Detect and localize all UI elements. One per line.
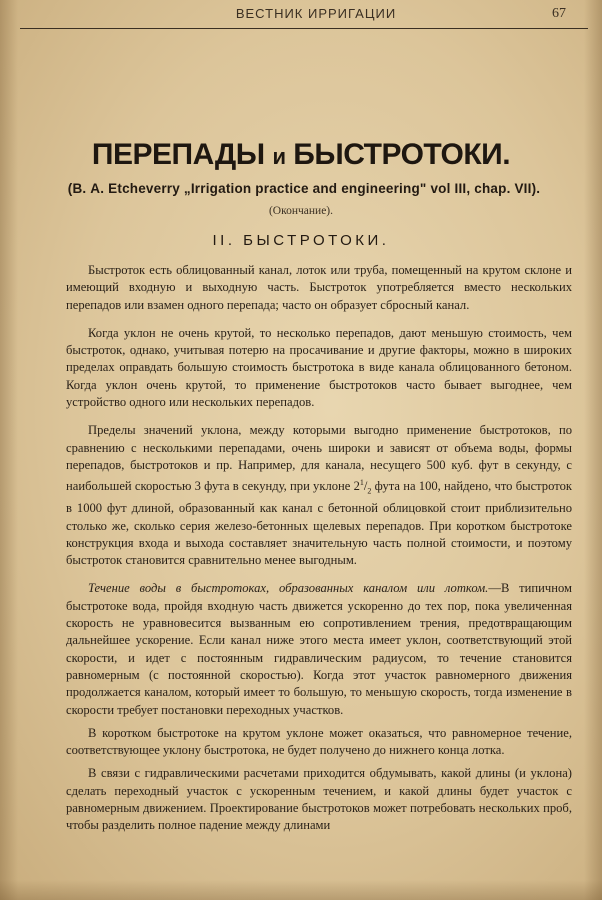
journal-title: ВЕСТНИК ИРРИГАЦИИ <box>235 6 397 21</box>
section-heading: II. БЫСТРОТОКИ. <box>212 232 390 249</box>
fraction-denominator: 2 <box>367 486 372 496</box>
article-source: (В. А. Etcheverry „Irrigation practice and engineering" vol III, chap. VII). <box>67 181 541 196</box>
continuation-note: (Окончание). <box>268 205 334 217</box>
title-part-1: ПЕРЕПАДЫ <box>91 138 273 171</box>
paragraph-3-end: фута на 100, найдено, что быстроток в 1000 фут длиной, образованный как канал с бетонной облицовкой стоит приблизительно столько же, сколько серия железо-бетонных щелевых перепадов. При коротком быстротоке конструкция входа и выхода составляет значительную часть полной стоимости, и поэтому быстроток становится сравнительно менее выгодным. <box>66 479 572 568</box>
article-title <box>0 138 602 172</box>
bottom-edge-shadow <box>0 880 602 900</box>
article-body <box>66 262 572 841</box>
paragraph-3 <box>66 422 572 569</box>
right-edge-shadow <box>584 0 602 900</box>
paragraph-4-text: —В типичном быстротоке вода, пройдя входную часть движется ускоренно до тех пор, пока увеличенная скорость не уравновесится вызванным ею сопротивлением трения, предотвращающим дальнейшее ускорение. Если канал ниже этого места имеет уклон, соответствующий этой скорости, и идет с постоянным гидравлическим радиусом, то течение становится равномерным (с постоянной скоростью). Когда этот участок равномерного движения продолжается каналом, который имеет то большую, то меньшую скорость, тогда изменение в скорости требует постановки переходных участков. <box>66 581 572 717</box>
paragraph-4-italic-lead: Течение воды в быстротоках, образованных каналом или лотком. <box>88 581 489 596</box>
paragraph-6: В связи с гидравлическими расчетами приходится обдумывать, какой длины (и уклона) сделать переходный участок с ускоренным течением, и какой длины будет участок с равномерным движением. Проектирование быстротоков может потребовать нескольких проб, чтобы разделить полное падение между длинами <box>66 766 572 833</box>
paragraph-4 <box>66 580 572 718</box>
paragraph-2: Когда уклон не очень крутой, то несколько перепадов, дают меньшую стоимость, чем быстроток, однако, учитывая потерю на просачивание и другие факторы, можно в широких пределах оправдать большую стоимость быстротока в виде канала облицованного бетоном. Когда уклон очень крутой, то применение быстротоков часто бывает выгоднее, чем устройство одного или нескольких перепадов. <box>66 325 572 410</box>
running-header <box>60 6 572 28</box>
title-conjunction: и <box>272 144 286 169</box>
paragraph-5: В коротком быстротоке на крутом уклоне может оказаться, что равномерное течение, соответствующее уклону быстротока, не будет получено до нижнего конца лотка. <box>66 725 572 758</box>
left-edge-shadow <box>0 0 18 900</box>
fraction-numerator: 1 <box>359 478 364 488</box>
page-number: 67 <box>552 6 566 21</box>
title-part-2: БЫСТРОТОКИ. <box>285 138 511 171</box>
paragraph-1: Быстроток есть облицованный канал, лоток или труба, помещенный на крутом склоне и имеющий входную и выходную часть. Быстроток употребляется вместо нескольких перепадов или взамен одного перепада; часто он образует сбросный канал. <box>66 263 572 312</box>
fraction-one-half: $^1/_2$ <box>359 478 372 496</box>
header-rule <box>20 28 588 29</box>
paragraph-3-start: Пределы значений уклона, между которыми выгодно применение быстротоков, по сравнению с несколькими перепадами, очень широки и зависят от объема воды, формы перепадов, быстротоков и пр. Например, для канала, несущего 500 куб. фут в секунду, с наибольшей скоростью 3 фута в секунду, при уклоне 2 <box>66 423 572 494</box>
